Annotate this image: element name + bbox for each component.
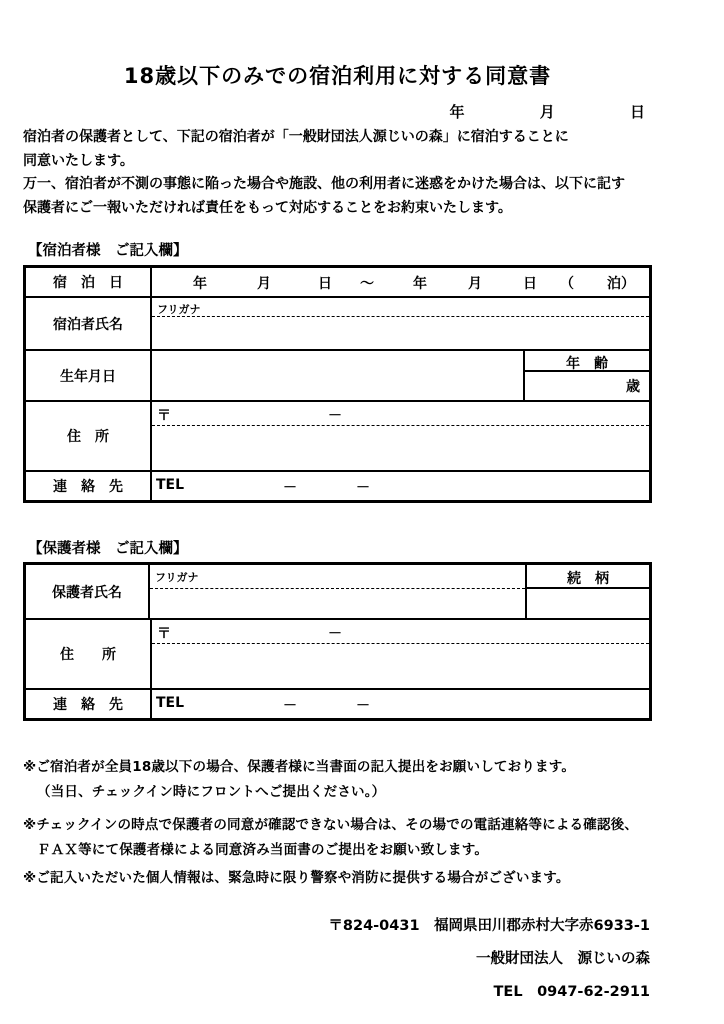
stay-paren-open: （	[560, 276, 574, 292]
intro-line-3: 万一、宿泊者が不測の事態に陥った場合や施設、他の利用者に迷惑をかけた場合は、以下に記す	[23, 176, 625, 192]
guest-name-label: 宿泊者氏名	[26, 298, 152, 349]
guardian-postal-mark: 〒	[157, 626, 171, 642]
note-line-3: ※チェックインの時点で保護者の同意が確認できない場合は、その場での電話連絡等による確認後、	[23, 817, 639, 833]
guardian-tel-entry-area	[152, 690, 649, 718]
guest-table	[23, 265, 652, 503]
postal-mark: 〒	[157, 408, 171, 424]
stay-date-row	[26, 268, 649, 298]
guardian-contact-row	[26, 690, 649, 718]
age-column	[525, 351, 649, 400]
intro-paragraph	[23, 126, 663, 220]
note-line-5: ※ご記入いただいた個人情報は、緊急時に限り警察や消防に提供する場合がございます。	[23, 870, 570, 886]
date-line	[23, 101, 652, 122]
guest-contact-row	[26, 472, 649, 500]
stay-day1-label: 日	[318, 276, 332, 292]
age-unit-label: 歳	[626, 379, 640, 395]
footer-address: 〒824-0431 福岡県田川郡赤村大字赤6933-1	[328, 918, 650, 934]
birthdate-row	[26, 351, 649, 402]
guardian-tel-dash-1: －	[283, 698, 297, 714]
stay-day2-label: 日	[523, 276, 537, 292]
guest-postal-line	[152, 402, 649, 426]
stay-nights-label: 泊）	[607, 276, 635, 292]
guardian-address-row	[26, 620, 649, 690]
stay-date-label: 宿 泊 日	[26, 268, 152, 296]
intro-line-1: 宿泊者の保護者として、下記の宿泊者が「一般財団法人源じいの森」に宿泊することに	[23, 129, 569, 145]
guardian-name-label: 保護者氏名	[26, 565, 150, 618]
tel-dash-2: －	[356, 480, 370, 496]
tel-label: TEL	[156, 477, 185, 493]
guest-name-row	[26, 298, 649, 351]
relation-column	[525, 565, 649, 618]
stay-month2-label: 月	[468, 276, 482, 292]
relation-entry-area	[527, 589, 649, 618]
guardian-tel-dash-2: －	[356, 698, 370, 714]
guardian-table	[23, 562, 652, 721]
note-line-1: ※ご宿泊者が全員18歳以下の場合、保護者様に当書面の記入提出をお願いしております。	[23, 759, 576, 775]
date-year-label: 年	[449, 103, 465, 121]
stay-month1-label: 月	[257, 276, 271, 292]
date-month-label: 月	[539, 103, 555, 121]
date-day-label: 日	[629, 103, 645, 121]
footer	[328, 910, 650, 1009]
guardian-section-heading: 【保護者様 ご記入欄】	[28, 541, 188, 557]
relation-header: 続 柄	[527, 565, 649, 589]
guardian-furigana-label: フリガナ	[150, 565, 525, 589]
intro-line-2: 同意いたします。	[23, 152, 134, 169]
guardian-postal-dash: －	[328, 626, 342, 642]
guardian-address-entry-area	[152, 644, 649, 688]
guest-name-entry-area	[152, 317, 649, 349]
guest-address-label: 住 所	[26, 402, 152, 470]
birthdate-entry-area	[152, 351, 525, 400]
postal-dash: －	[328, 408, 342, 424]
page-title: 18歳以下のみでの宿泊利用に対する同意書	[123, 64, 552, 88]
birthdate-label: 生年月日	[26, 351, 152, 400]
stay-tilde: ～	[360, 276, 374, 292]
note-line-2: （当日、チェックイン時にフロントへご提出ください。）	[37, 784, 386, 800]
guardian-name-row	[26, 565, 649, 620]
footer-organization: 一般財団法人 源じいの森	[476, 951, 650, 967]
guest-tel-entry-area	[152, 472, 649, 500]
age-entry-area	[525, 372, 649, 400]
guest-section-heading: 【宿泊者様 ご記入欄】	[28, 243, 188, 259]
guardian-postal-line	[152, 620, 649, 644]
guest-contact-label: 連 絡 先	[26, 472, 152, 500]
guardian-address-label: 住 所	[26, 620, 152, 688]
intro-line-4: 保護者にご一報いただければ責任をもって対応することをお約束いたします。	[23, 199, 512, 216]
guardian-name-entry-area	[150, 589, 525, 617]
stay-year2-label: 年	[413, 276, 427, 292]
furigana-label: フリガナ	[152, 298, 649, 317]
guardian-contact-label: 連 絡 先	[26, 690, 152, 718]
guest-address-entry-area	[152, 426, 649, 470]
tel-dash-1: －	[283, 480, 297, 496]
footer-tel: TEL 0947-62-2911	[493, 984, 650, 1000]
note-line-4: ＦＡＸ等にて保護者様による同意済み当面書のご提出をお願い致します。	[37, 842, 489, 858]
guest-address-row	[26, 402, 649, 472]
stay-date-entry-area	[152, 268, 649, 296]
age-header: 年 齢	[525, 351, 649, 372]
guardian-tel-label: TEL	[156, 695, 185, 711]
stay-year1-label: 年	[193, 276, 207, 292]
stay-date-template	[152, 268, 649, 296]
